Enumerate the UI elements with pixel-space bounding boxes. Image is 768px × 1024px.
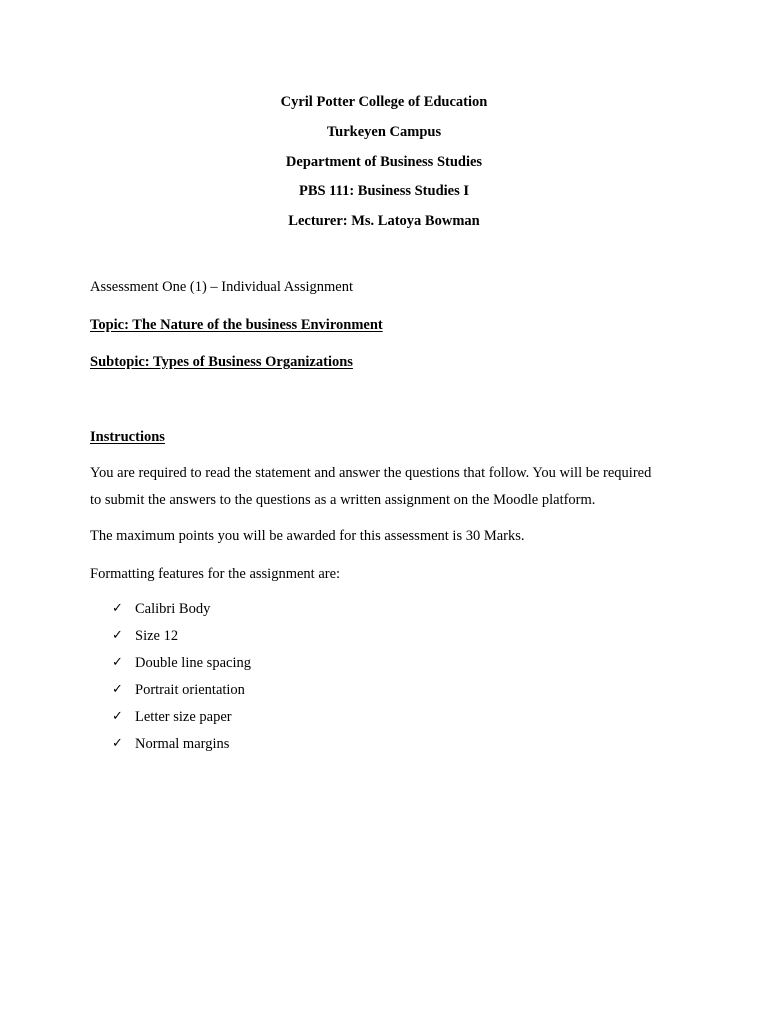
instructions-paragraph-line-1: You are required to read the statement and answer the questions that follow. You will be required (90, 465, 652, 481)
checkmark-icon: ✓ (112, 682, 123, 697)
list-item (112, 681, 251, 708)
list-item-label: Calibri Body (135, 601, 211, 617)
list-item (112, 654, 251, 681)
list-item (112, 708, 251, 735)
list-item-label: Double line spacing (135, 655, 251, 671)
lecturer-name: Lecturer: Ms. Latoya Bowman (288, 213, 480, 229)
topic-heading: Topic: The Nature of the business Environment (90, 317, 383, 333)
instructions-paragraph-line-2: to submit the answers to the questions as a written assignment on the Moodle platform. (90, 492, 596, 508)
department-name: Department of Business Studies (285, 154, 483, 170)
assessment-title: Assessment One (1) – Individual Assignment (90, 279, 353, 295)
formatting-intro: Formatting features for the assignment are: (90, 566, 341, 582)
checkmark-icon: ✓ (112, 736, 123, 751)
list-item (112, 600, 251, 627)
formatting-list (112, 600, 251, 762)
subtopic-heading: Subtopic: Types of Business Organizations (90, 354, 353, 370)
max-points-text: The maximum points you will be awarded for this assessment is 30 Marks. (90, 528, 525, 544)
checkmark-icon: ✓ (112, 655, 123, 670)
list-item (112, 735, 251, 762)
checkmark-icon: ✓ (112, 628, 123, 643)
course-title: PBS 111: Business Studies I (298, 183, 470, 199)
list-item-label: Letter size paper (135, 709, 232, 725)
college-name: Cyril Potter College of Education (280, 94, 488, 110)
instructions-heading: Instructions (90, 429, 165, 445)
list-item (112, 627, 251, 654)
list-item-label: Size 12 (135, 628, 179, 644)
campus-name: Turkeyen Campus (326, 124, 442, 140)
list-item-label: Normal margins (135, 736, 230, 752)
checkmark-icon: ✓ (112, 601, 123, 616)
list-item-label: Portrait orientation (135, 682, 245, 698)
checkmark-icon: ✓ (112, 709, 123, 724)
